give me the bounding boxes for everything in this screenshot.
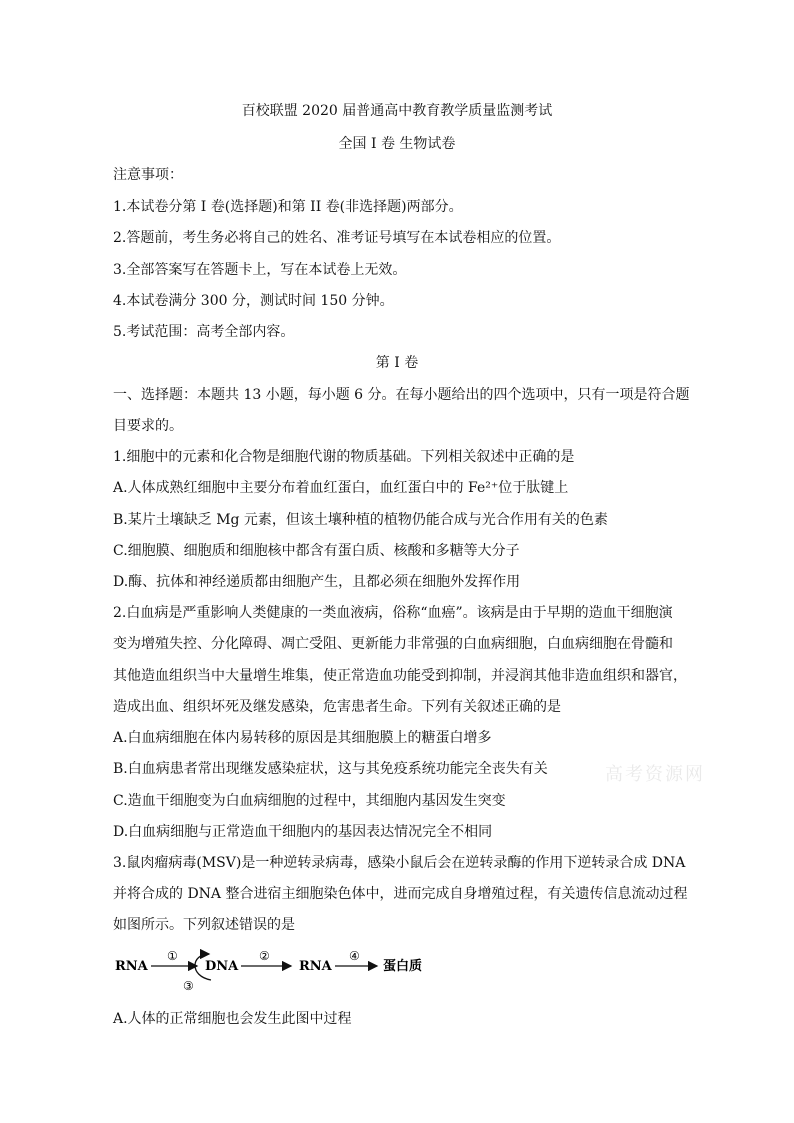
question-2-stem-line: 其他造血组织当中大量增生堆集，使正常造血功能受到抑制，并浸润其他非造血组织和器官， [113, 668, 687, 684]
question-3-stem-line: 如图所示。下列叙述错误的是 [113, 917, 295, 933]
note-item: 1.本试卷分第 I 卷(选择题)和第 II 卷(非选择题)两部分。 [113, 199, 463, 215]
question-1-option-a: A.人体成熟红细胞中主要分布着血红蛋白，血红蛋白中的 Fe²⁺位于肽键上 [113, 480, 569, 496]
diagram-dna: DNA [205, 959, 239, 974]
question-2-option-d: D.白血病细胞与正常造血干细胞内的基因表达情况完全不相同 [113, 824, 493, 840]
question-2-option-b: B.白血病患者常出现继发感染症状，这与其免疫系统功能完全丧失有关 [113, 761, 548, 777]
question-3-stem-line: 3.鼠肉瘤病毒(MSV)是一种逆转录病毒，感染小鼠后会在逆转录酶的作用下逆转录合成 DNA [113, 855, 686, 871]
exam-title: 百校联盟 2020 届普通高中教育教学质量监测考试 [241, 103, 553, 119]
section-title: 第 I 卷 [375, 355, 419, 371]
note-item: 5.考试范围：高考全部内容。 [113, 324, 295, 340]
question-2-stem-line: 变为增殖失控、分化障碍、凋亡受阻、更新能力非常强的白血病细胞，白血病细胞在骨髓和 [113, 636, 673, 652]
step-4-label: ④ [349, 949, 360, 963]
step-2-label: ② [259, 949, 270, 963]
question-1-option-c: C.细胞膜、细胞质和细胞核中都含有蛋白质、核酸和多糖等大分子 [113, 543, 520, 559]
genetic-info-flow-diagram [113, 948, 433, 994]
watermark: 高考资源网 [605, 764, 705, 785]
section-instructions-cont: 目要求的。 [113, 418, 183, 434]
exam-subtitle: 全国 I 卷 生物试卷 [338, 136, 456, 152]
question-1-stem: 1.细胞中的元素和化合物是细胞代谢的物质基础。下列相关叙述中正确的是 [113, 449, 575, 465]
diagram-protein: 蛋白质 [383, 959, 423, 974]
question-3-option-a: A.人体的正常细胞也会发生此图中过程 [113, 1011, 352, 1027]
question-2-option-c: C.造血干细胞变为白血病细胞的过程中，其细胞内基因发生突变 [113, 793, 506, 809]
question-3-stem-line: 并将合成的 DNA 整合进宿主细胞染色体中，进而完成自身增殖过程，有关遗传信息流动过程 [113, 886, 688, 902]
note-item: 4.本试卷满分 300 分，测试时间 150 分钟。 [113, 293, 394, 309]
question-1-option-b: B.某片土壤缺乏 Mg 元素，但该土壤种植的植物仍能合成与光合作用有关的色素 [113, 512, 608, 528]
question-1-option-d: D.酶、抗体和神经递质都由细胞产生，且都必须在细胞外发挥作用 [113, 574, 521, 590]
question-2-option-a: A.白血病细胞在体内易转移的原因是其细胞膜上的糖蛋白增多 [113, 730, 492, 746]
question-2-stem-line: 造成出血、组织坏死及继发感染，危害患者生命。下列有关叙述正确的是 [113, 699, 561, 715]
notes-heading: 注意事项： [113, 167, 183, 183]
diagram-rna-product: RNA [299, 959, 332, 974]
step-1-label: ① [167, 949, 178, 963]
step-3-label: ③ [183, 979, 194, 993]
section-instructions: 一、选择题：本题共 13 小题，每小题 6 分。在每小题给出的四个选项中，只有一项是符合题 [113, 387, 690, 403]
note-item: 3.全部答案写在答题卡上，写在本试卷上无效。 [113, 262, 407, 278]
question-2-stem-line: 2.白血病是严重影响人类健康的一类血液病，俗称“血癌”。该病是由于早期的造血干细胞演 [113, 605, 673, 621]
note-item: 2.答题前，考生务必将自己的姓名、准考证号填写在本试卷相应的位置。 [113, 230, 561, 246]
diagram-rna-source: RNA [115, 959, 148, 974]
